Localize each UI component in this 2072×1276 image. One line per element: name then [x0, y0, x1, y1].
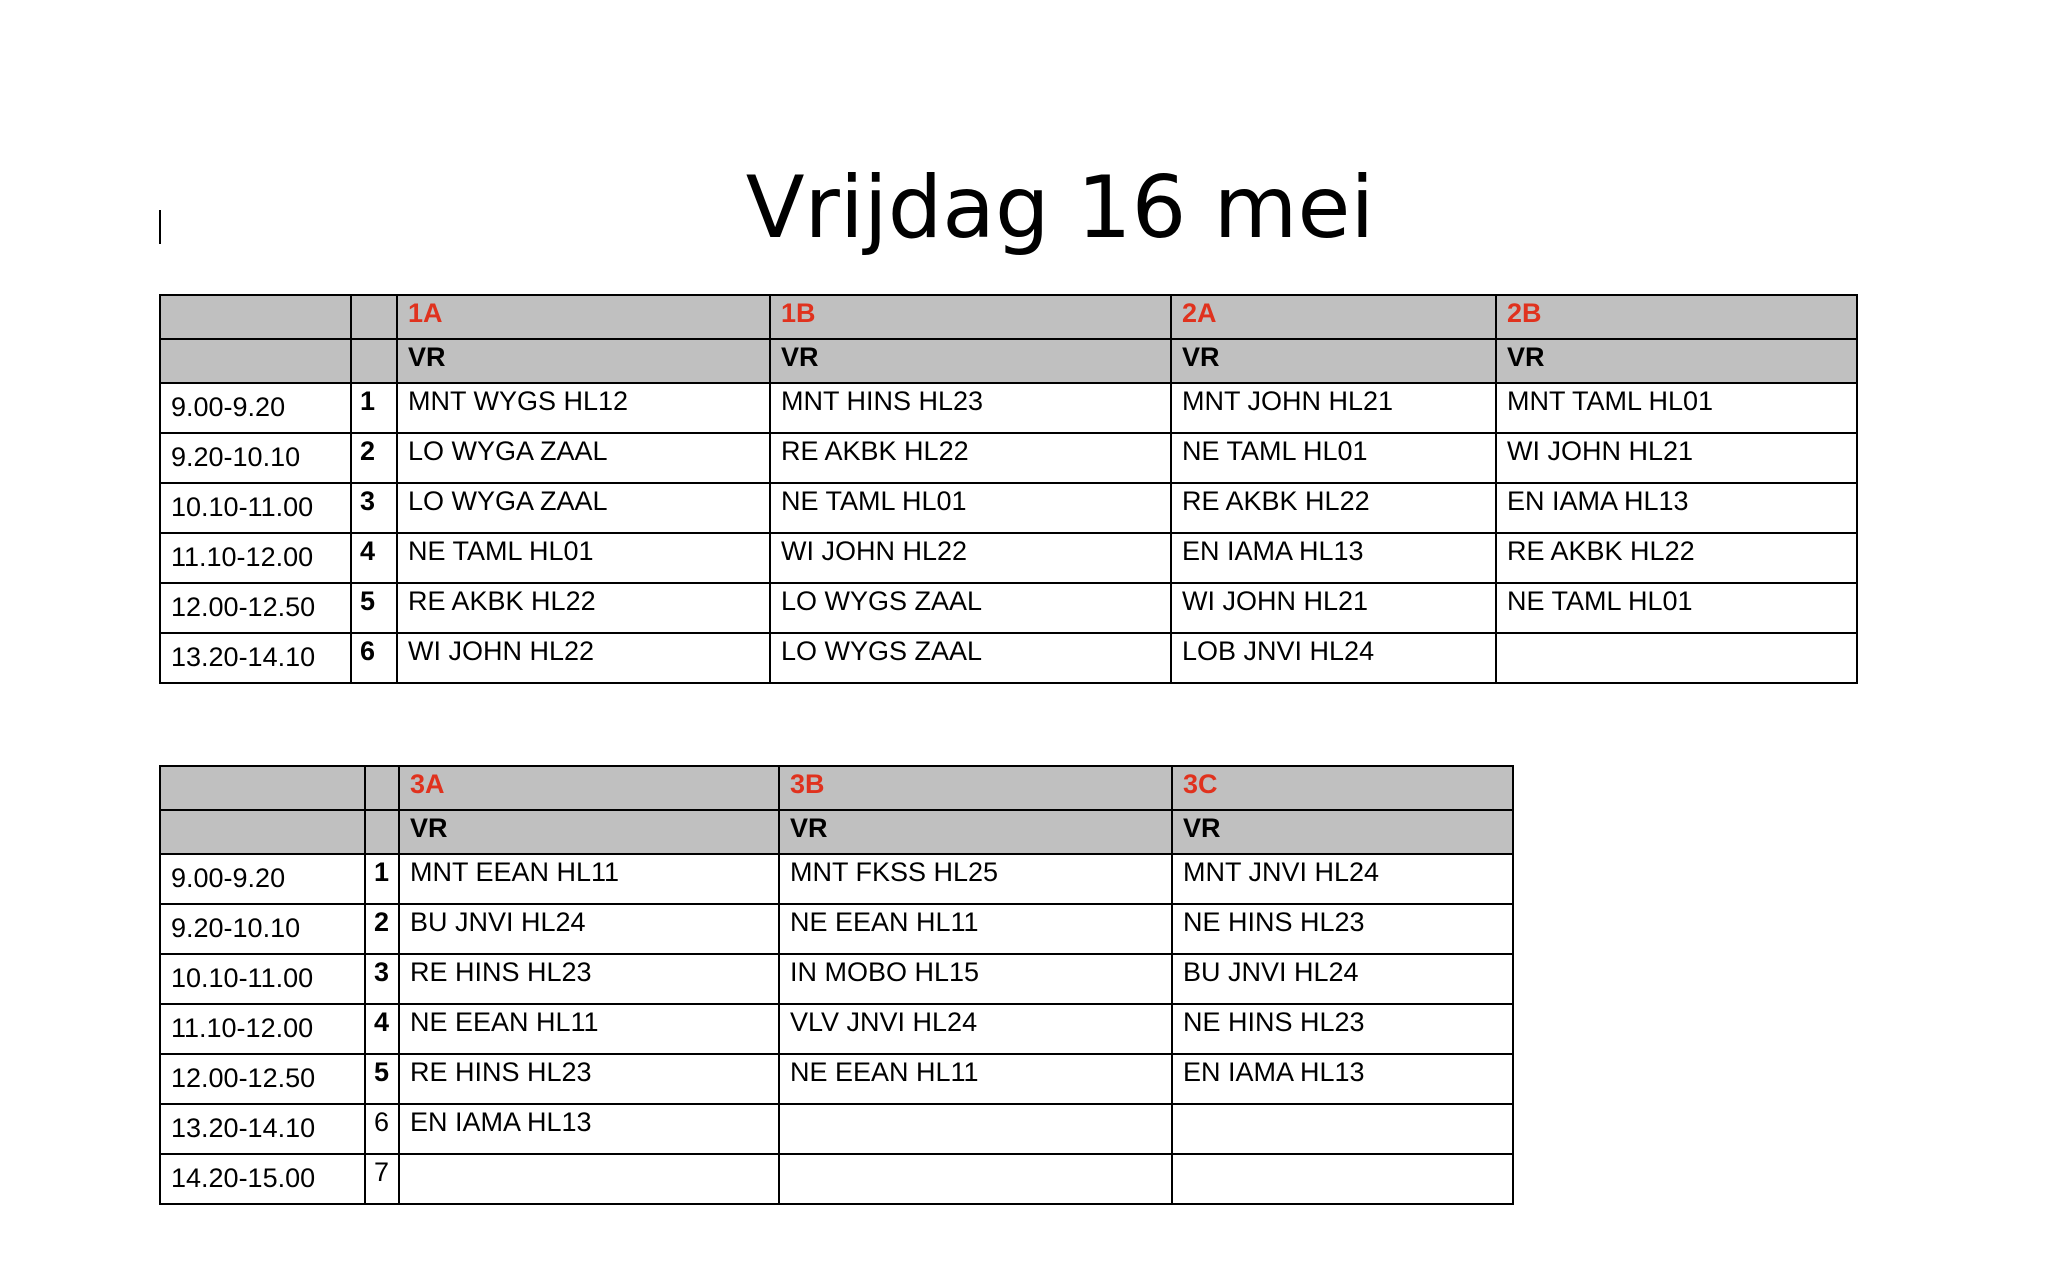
lesson-cell: WI JOHN HL21: [1496, 433, 1857, 483]
lesson-cell: NE EEAN HL11: [779, 904, 1172, 954]
lesson-cell: LO WYGS ZAAL: [770, 583, 1171, 633]
lesson-cell: RE AKBK HL22: [397, 583, 770, 633]
table-row: [160, 583, 1857, 633]
lesson-cell: MNT HINS HL23: [770, 383, 1171, 433]
class-header: 3A: [399, 766, 779, 810]
lesson-cell: RE HINS HL23: [399, 954, 779, 1004]
lesson-cell: [399, 1154, 779, 1204]
lesson-cell: EN IAMA HL13: [1172, 1054, 1513, 1104]
lesson-cell: NE TAML HL01: [397, 533, 770, 583]
schedule-table-1: [159, 294, 1858, 684]
lesson-cell: [779, 1104, 1172, 1154]
period-number: 2: [365, 904, 399, 954]
period-number: 4: [365, 1004, 399, 1054]
table-row: [160, 1104, 1513, 1154]
period-number: 3: [365, 954, 399, 1004]
time-cell: 13.20-14.10: [160, 633, 351, 683]
time-cell: 12.00-12.50: [160, 1054, 365, 1104]
table-row: [160, 1054, 1513, 1104]
lesson-cell: BU JNVI HL24: [399, 904, 779, 954]
header-empty-cell: [160, 766, 365, 810]
lesson-cell: [779, 1154, 1172, 1204]
time-cell: 9.00-9.20: [160, 383, 351, 433]
time-cell: 10.10-11.00: [160, 483, 351, 533]
lesson-cell: RE AKBK HL22: [1496, 533, 1857, 583]
lesson-cell: LOB JNVI HL24: [1171, 633, 1496, 683]
lesson-cell: VLV JNVI HL24: [779, 1004, 1172, 1054]
period-number: 6: [365, 1104, 399, 1154]
header-empty-cell: [351, 339, 397, 383]
table-row: [160, 1154, 1513, 1204]
lesson-cell: WI JOHN HL21: [1171, 583, 1496, 633]
table-row: [160, 383, 1857, 433]
table-row: [160, 483, 1857, 533]
table-row: [160, 533, 1857, 583]
lesson-cell: RE AKBK HL22: [1171, 483, 1496, 533]
sub-header: VR: [397, 339, 770, 383]
sub-header: VR: [1171, 339, 1496, 383]
time-cell: 11.10-12.00: [160, 533, 351, 583]
time-cell: 9.20-10.10: [160, 433, 351, 483]
lesson-cell: NE EEAN HL11: [399, 1004, 779, 1054]
lesson-cell: EN IAMA HL13: [1171, 533, 1496, 583]
lesson-cell: MNT TAML HL01: [1496, 383, 1857, 433]
lesson-cell: [1172, 1104, 1513, 1154]
header-row-classes: [160, 766, 1513, 810]
lesson-cell: RE HINS HL23: [399, 1054, 779, 1104]
lesson-cell: NE HINS HL23: [1172, 1004, 1513, 1054]
table-row: [160, 904, 1513, 954]
lesson-cell: LO WYGS ZAAL: [770, 633, 1171, 683]
period-number: 7: [365, 1154, 399, 1204]
sub-header: VR: [779, 810, 1172, 854]
lesson-cell: WI JOHN HL22: [397, 633, 770, 683]
class-header: 3B: [779, 766, 1172, 810]
class-header: 2A: [1171, 295, 1496, 339]
lesson-cell: NE EEAN HL11: [779, 1054, 1172, 1104]
table-row: [160, 854, 1513, 904]
class-header: 1B: [770, 295, 1171, 339]
time-cell: 12.00-12.50: [160, 583, 351, 633]
lesson-cell: RE AKBK HL22: [770, 433, 1171, 483]
header-empty-cell: [160, 295, 351, 339]
time-cell: 14.20-15.00: [160, 1154, 365, 1204]
period-number: 1: [365, 854, 399, 904]
header-empty-cell: [365, 810, 399, 854]
lesson-cell: NE TAML HL01: [1171, 433, 1496, 483]
class-header: 1A: [397, 295, 770, 339]
lesson-cell: LO WYGA ZAAL: [397, 433, 770, 483]
header-row-sub: [160, 810, 1513, 854]
lesson-cell: [1496, 633, 1857, 683]
header-empty-cell: [365, 766, 399, 810]
lesson-cell: MNT JNVI HL24: [1172, 854, 1513, 904]
lesson-cell: MNT JOHN HL21: [1171, 383, 1496, 433]
time-cell: 9.20-10.10: [160, 904, 365, 954]
header-empty-cell: [160, 339, 351, 383]
table-row: [160, 1004, 1513, 1054]
table-row: [160, 954, 1513, 1004]
time-cell: 11.10-12.00: [160, 1004, 365, 1054]
time-cell: 9.00-9.20: [160, 854, 365, 904]
lesson-cell: [1172, 1154, 1513, 1204]
table-row: [160, 433, 1857, 483]
lesson-cell: LO WYGA ZAAL: [397, 483, 770, 533]
lesson-cell: NE TAML HL01: [770, 483, 1171, 533]
sub-header: VR: [1496, 339, 1857, 383]
header-row-sub: [160, 339, 1857, 383]
period-number: 1: [351, 383, 397, 433]
header-row-classes: [160, 295, 1857, 339]
period-number: 6: [351, 633, 397, 683]
lesson-cell: MNT FKSS HL25: [779, 854, 1172, 904]
sub-header: VR: [399, 810, 779, 854]
class-header: 2B: [1496, 295, 1857, 339]
period-number: 3: [351, 483, 397, 533]
time-cell: 10.10-11.00: [160, 954, 365, 1004]
period-number: 2: [351, 433, 397, 483]
header-empty-cell: [351, 295, 397, 339]
lesson-cell: BU JNVI HL24: [1172, 954, 1513, 1004]
schedule-table-2: [159, 765, 1514, 1205]
lesson-cell: IN MOBO HL15: [779, 954, 1172, 1004]
sub-header: VR: [1172, 810, 1513, 854]
page-title: Vrijdag 16 mei: [745, 158, 1375, 258]
lesson-cell: NE HINS HL23: [1172, 904, 1513, 954]
period-number: 5: [365, 1054, 399, 1104]
table-row: [160, 633, 1857, 683]
period-number: 4: [351, 533, 397, 583]
lesson-cell: NE TAML HL01: [1496, 583, 1857, 633]
lesson-cell: WI JOHN HL22: [770, 533, 1171, 583]
lesson-cell: EN IAMA HL13: [399, 1104, 779, 1154]
lesson-cell: MNT WYGS HL12: [397, 383, 770, 433]
time-cell: 13.20-14.10: [160, 1104, 365, 1154]
lesson-cell: EN IAMA HL13: [1496, 483, 1857, 533]
class-header: 3C: [1172, 766, 1513, 810]
header-empty-cell: [160, 810, 365, 854]
lesson-cell: MNT EEAN HL11: [399, 854, 779, 904]
period-number: 5: [351, 583, 397, 633]
sub-header: VR: [770, 339, 1171, 383]
